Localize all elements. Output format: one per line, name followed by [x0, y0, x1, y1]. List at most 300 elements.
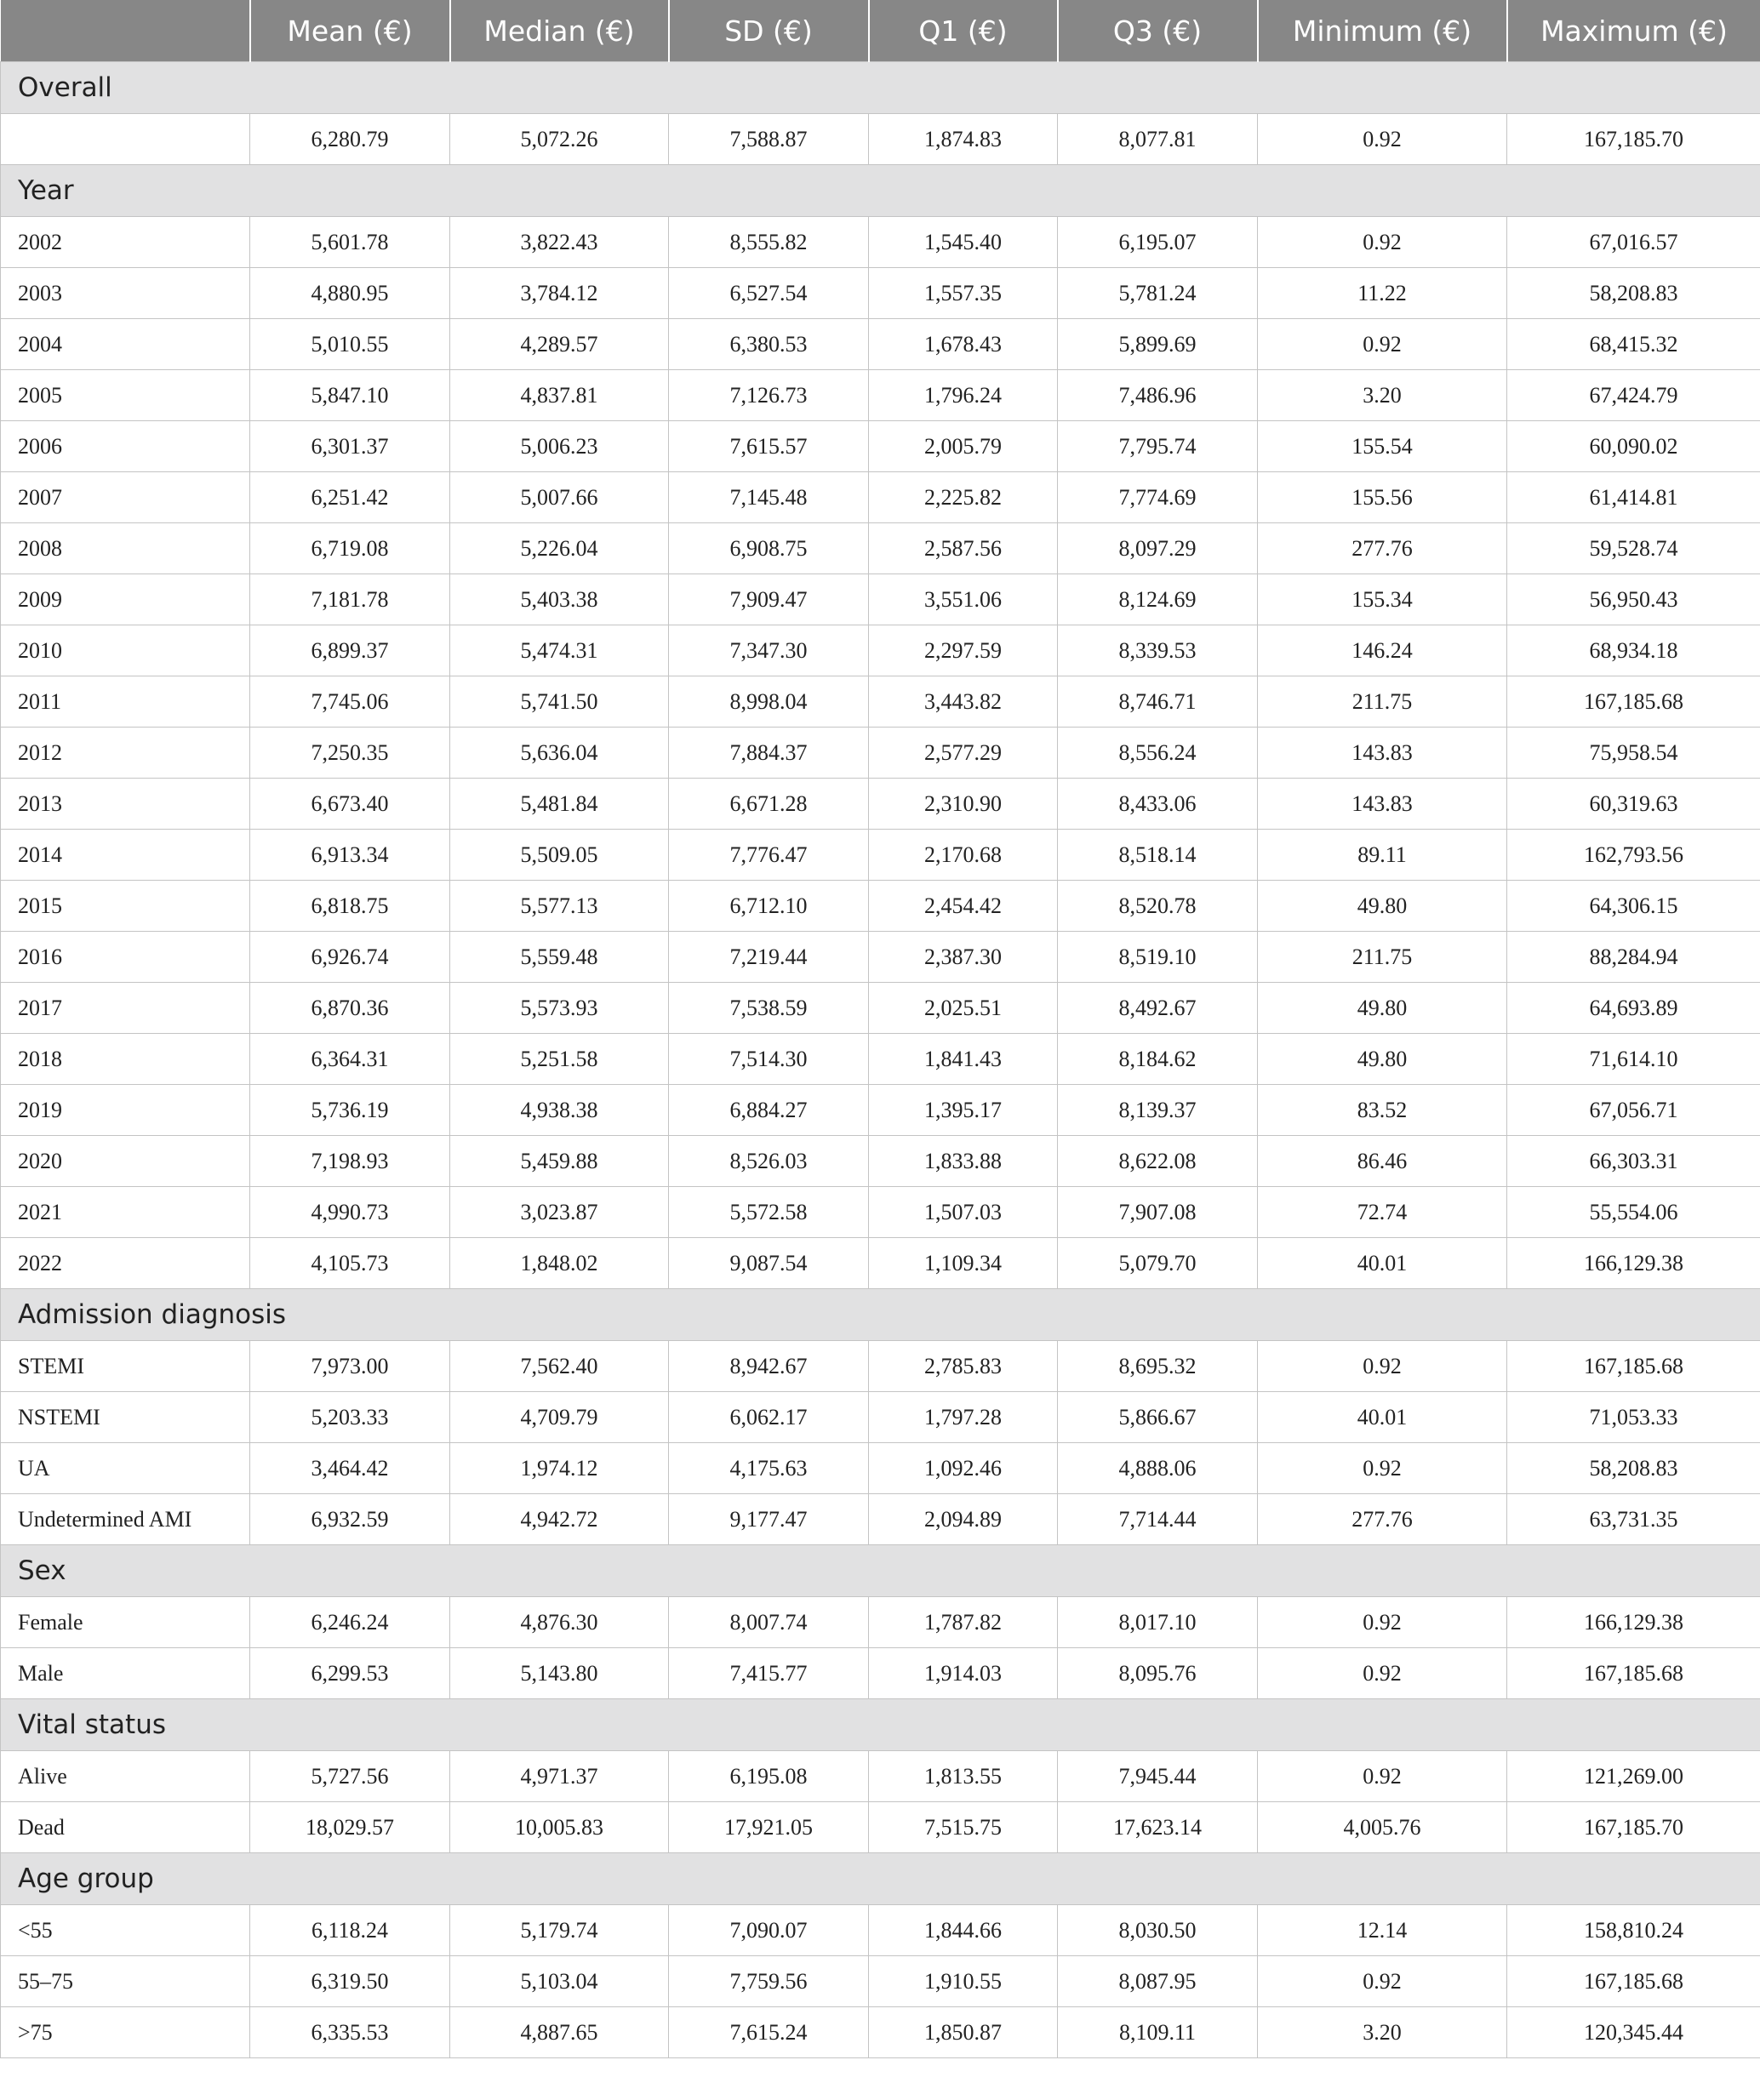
table-cell: 8,339.53 [1058, 625, 1258, 676]
table-cell: 6,673.40 [250, 779, 450, 830]
table-cell: 166,129.38 [1507, 1597, 1760, 1648]
table-cell: 0.92 [1258, 1597, 1507, 1648]
table-cell: 4,938.38 [450, 1085, 669, 1136]
row-label: NSTEMI [1, 1392, 250, 1443]
table-row [1, 1341, 1760, 1392]
table-row [1, 676, 1760, 728]
row-label: Male [1, 1648, 250, 1699]
table-cell: 6,246.24 [250, 1597, 450, 1648]
table-cell: 56,950.43 [1507, 574, 1760, 625]
row-label: 2016 [1, 932, 250, 983]
table-row [1, 319, 1760, 370]
table-cell: 3.20 [1258, 2007, 1507, 2058]
table-row [1, 1392, 1760, 1443]
table-cell: 8,518.14 [1058, 830, 1258, 881]
table-cell: 64,306.15 [1507, 881, 1760, 932]
table-cell: 9,087.54 [669, 1238, 869, 1289]
table-cell: 8,520.78 [1058, 881, 1258, 932]
table-cell: 1,874.83 [869, 114, 1058, 165]
row-label [1, 114, 250, 165]
table-row [1, 1956, 1760, 2007]
row-label: UA [1, 1443, 250, 1494]
table-cell: 5,509.05 [450, 830, 669, 881]
table-cell: 3,551.06 [869, 574, 1058, 625]
table-cell: 67,056.71 [1507, 1085, 1760, 1136]
table-cell: 7,615.24 [669, 2007, 869, 2058]
table-cell: 5,203.33 [250, 1392, 450, 1443]
table-cell: 88,284.94 [1507, 932, 1760, 983]
table-cell: 49.80 [1258, 983, 1507, 1034]
table-cell: 6,719.08 [250, 523, 450, 574]
table-cell: 5,474.31 [450, 625, 669, 676]
row-label: Female [1, 1597, 250, 1648]
table-cell: 8,097.29 [1058, 523, 1258, 574]
table-row [1, 114, 1760, 165]
table-cell: 7,714.44 [1058, 1494, 1258, 1545]
table-cell: 1,797.28 [869, 1392, 1058, 1443]
table-row [1, 1802, 1760, 1853]
table-cell: 8,433.06 [1058, 779, 1258, 830]
table-row [1, 1187, 1760, 1238]
table-cell: 158,810.24 [1507, 1905, 1760, 1956]
table-cell: 6,913.34 [250, 830, 450, 881]
table-row [1, 217, 1760, 268]
row-label: 2010 [1, 625, 250, 676]
table-cell: 1,974.12 [450, 1443, 669, 1494]
table-row [1, 830, 1760, 881]
table-row [1, 1751, 1760, 1802]
table-cell: 6,380.53 [669, 319, 869, 370]
table-cell: 3,784.12 [450, 268, 669, 319]
row-label: 2005 [1, 370, 250, 421]
table-cell: 167,185.68 [1507, 1341, 1760, 1392]
row-label: STEMI [1, 1341, 250, 1392]
table-cell: 12.14 [1258, 1905, 1507, 1956]
table-cell: 3,822.43 [450, 217, 669, 268]
table-cell: 5,459.88 [450, 1136, 669, 1187]
section-title: Year [1, 165, 1760, 217]
table-cell: 7,347.30 [669, 625, 869, 676]
table-cell: 1,813.55 [869, 1751, 1058, 1802]
row-label: Undetermined AMI [1, 1494, 250, 1545]
section-title: Sex [1, 1545, 1760, 1597]
table-cell: 5,481.84 [450, 779, 669, 830]
table-cell: 4,942.72 [450, 1494, 669, 1545]
table-cell: 5,781.24 [1058, 268, 1258, 319]
table-row [1, 1034, 1760, 1085]
table-cell: 2,310.90 [869, 779, 1058, 830]
table-cell: 8,124.69 [1058, 574, 1258, 625]
table-row [1, 1443, 1760, 1494]
table-cell: 8,017.10 [1058, 1597, 1258, 1648]
table-cell: 8,519.10 [1058, 932, 1258, 983]
table-cell: 8,087.95 [1058, 1956, 1258, 2007]
table-cell: 7,562.40 [450, 1341, 669, 1392]
table-cell: 5,727.56 [250, 1751, 450, 1802]
section-header-row [1, 1545, 1760, 1597]
table-cell: 211.75 [1258, 676, 1507, 728]
row-label: 2015 [1, 881, 250, 932]
table-cell: 7,515.75 [869, 1802, 1058, 1853]
table-cell: 8,942.67 [669, 1341, 869, 1392]
table-cell: 4,105.73 [250, 1238, 450, 1289]
table-cell: 7,795.74 [1058, 421, 1258, 472]
table-cell: 6,932.59 [250, 1494, 450, 1545]
table-cell: 6,818.75 [250, 881, 450, 932]
row-label: 2014 [1, 830, 250, 881]
table-cell: 1,844.66 [869, 1905, 1058, 1956]
table-cell: 5,007.66 [450, 472, 669, 523]
table-cell: 167,185.68 [1507, 1648, 1760, 1699]
table-cell: 2,297.59 [869, 625, 1058, 676]
table-row [1, 574, 1760, 625]
table-row [1, 1648, 1760, 1699]
table-row [1, 1085, 1760, 1136]
row-label: 2012 [1, 728, 250, 779]
table-cell: 6,319.50 [250, 1956, 450, 2007]
section-header-row [1, 1289, 1760, 1341]
table-cell: 10,005.83 [450, 1802, 669, 1853]
row-label: 2004 [1, 319, 250, 370]
table-row [1, 779, 1760, 830]
row-label: Dead [1, 1802, 250, 1853]
table-cell: 5,079.70 [1058, 1238, 1258, 1289]
table-cell: 1,914.03 [869, 1648, 1058, 1699]
table-cell: 167,185.70 [1507, 114, 1760, 165]
table-cell: 6,899.37 [250, 625, 450, 676]
table-cell: 83.52 [1258, 1085, 1507, 1136]
table-cell: 6,335.53 [250, 2007, 450, 2058]
row-label: >75 [1, 2007, 250, 2058]
row-label: 2021 [1, 1187, 250, 1238]
label-column-header [1, 0, 250, 62]
table-cell: 64,693.89 [1507, 983, 1760, 1034]
table-cell: 7,774.69 [1058, 472, 1258, 523]
table-cell: 4,990.73 [250, 1187, 450, 1238]
row-label: 2017 [1, 983, 250, 1034]
table-row [1, 1597, 1760, 1648]
table-cell: 0.92 [1258, 1956, 1507, 2007]
table-cell: 6,118.24 [250, 1905, 450, 1956]
table-cell: 6,870.36 [250, 983, 450, 1034]
table-cell: 7,973.00 [250, 1341, 450, 1392]
table-cell: 155.34 [1258, 574, 1507, 625]
table-row [1, 421, 1760, 472]
table-cell: 211.75 [1258, 932, 1507, 983]
table-cell: 2,025.51 [869, 983, 1058, 1034]
table-cell: 7,745.06 [250, 676, 450, 728]
table-cell: 7,486.96 [1058, 370, 1258, 421]
table-cell: 7,126.73 [669, 370, 869, 421]
table-cell: 2,577.29 [869, 728, 1058, 779]
table-cell: 1,850.87 [869, 2007, 1058, 2058]
table-cell: 5,736.19 [250, 1085, 450, 1136]
table-cell: 5,179.74 [450, 1905, 669, 1956]
table-cell: 121,269.00 [1507, 1751, 1760, 1802]
table-cell: 5,601.78 [250, 217, 450, 268]
table-cell: 146.24 [1258, 625, 1507, 676]
row-label: 2022 [1, 1238, 250, 1289]
table-cell: 6,195.08 [669, 1751, 869, 1802]
table-cell: 5,559.48 [450, 932, 669, 983]
row-label: 2020 [1, 1136, 250, 1187]
table-cell: 11.22 [1258, 268, 1507, 319]
table-cell: 7,250.35 [250, 728, 450, 779]
table-cell: 8,695.32 [1058, 1341, 1258, 1392]
table-cell: 1,557.35 [869, 268, 1058, 319]
table-cell: 167,185.68 [1507, 1956, 1760, 2007]
table-cell: 7,909.47 [669, 574, 869, 625]
table-cell: 277.76 [1258, 1494, 1507, 1545]
row-label: 2008 [1, 523, 250, 574]
table-row [1, 932, 1760, 983]
table-cell: 8,622.08 [1058, 1136, 1258, 1187]
table-cell: 68,934.18 [1507, 625, 1760, 676]
table-cell: 1,787.82 [869, 1597, 1058, 1648]
row-label: 2018 [1, 1034, 250, 1085]
table-row [1, 728, 1760, 779]
table-cell: 59,528.74 [1507, 523, 1760, 574]
table-cell: 155.54 [1258, 421, 1507, 472]
table-cell: 5,010.55 [250, 319, 450, 370]
row-label: 2019 [1, 1085, 250, 1136]
table-cell: 72.74 [1258, 1187, 1507, 1238]
table-cell: 167,185.68 [1507, 676, 1760, 728]
table-cell: 60,090.02 [1507, 421, 1760, 472]
table-cell: 162,793.56 [1507, 830, 1760, 881]
table-cell: 5,741.50 [450, 676, 669, 728]
table-cell: 6,926.74 [250, 932, 450, 983]
minimum-column-header: Minimum (€) [1258, 0, 1507, 62]
table-cell: 4,289.57 [450, 319, 669, 370]
table-cell: 6,251.42 [250, 472, 450, 523]
table-cell: 1,796.24 [869, 370, 1058, 421]
table-cell: 40.01 [1258, 1238, 1507, 1289]
table-cell: 7,615.57 [669, 421, 869, 472]
table-cell: 63,731.35 [1507, 1494, 1760, 1545]
table-cell: 4,880.95 [250, 268, 450, 319]
table-cell: 2,387.30 [869, 932, 1058, 983]
table-cell: 6,908.75 [669, 523, 869, 574]
section-header-row [1, 165, 1760, 217]
table-cell: 5,226.04 [450, 523, 669, 574]
table-cell: 6,884.27 [669, 1085, 869, 1136]
table-cell: 3.20 [1258, 370, 1507, 421]
table-cell: 67,016.57 [1507, 217, 1760, 268]
row-label: 2006 [1, 421, 250, 472]
table-cell: 6,195.07 [1058, 217, 1258, 268]
table-cell: 5,573.93 [450, 983, 669, 1034]
table-cell: 5,572.58 [669, 1187, 869, 1238]
table-cell: 5,899.69 [1058, 319, 1258, 370]
table-cell: 8,007.74 [669, 1597, 869, 1648]
section-header-row [1, 1699, 1760, 1751]
table-cell: 8,109.11 [1058, 2007, 1258, 2058]
table-cell: 166,129.38 [1507, 1238, 1760, 1289]
table-cell: 6,712.10 [669, 881, 869, 932]
table-cell: 8,492.67 [1058, 983, 1258, 1034]
q1-column-header: Q1 (€) [869, 0, 1058, 62]
median-column-header: Median (€) [450, 0, 669, 62]
table-cell: 0.92 [1258, 1648, 1507, 1699]
section-header-row [1, 62, 1760, 114]
table-cell: 86.46 [1258, 1136, 1507, 1187]
table-row [1, 2007, 1760, 2058]
table-cell: 6,671.28 [669, 779, 869, 830]
table-cell: 1,507.03 [869, 1187, 1058, 1238]
row-label: 2013 [1, 779, 250, 830]
table-row [1, 370, 1760, 421]
table-cell: 60,319.63 [1507, 779, 1760, 830]
table-row [1, 523, 1760, 574]
table-cell: 7,588.87 [669, 114, 869, 165]
table-cell: 4,888.06 [1058, 1443, 1258, 1494]
table-cell: 49.80 [1258, 881, 1507, 932]
table-cell: 2,454.42 [869, 881, 1058, 932]
table-cell: 17,921.05 [669, 1802, 869, 1853]
mean-column-header: Mean (€) [250, 0, 450, 62]
table-cell: 6,301.37 [250, 421, 450, 472]
table-cell: 120,345.44 [1507, 2007, 1760, 2058]
section-title: Age group [1, 1853, 1760, 1905]
table-cell: 4,971.37 [450, 1751, 669, 1802]
table-cell: 2,785.83 [869, 1341, 1058, 1392]
table-cell: 40.01 [1258, 1392, 1507, 1443]
table-cell: 7,145.48 [669, 472, 869, 523]
table-body [1, 62, 1760, 2058]
table-cell: 4,887.65 [450, 2007, 669, 2058]
table-cell: 68,415.32 [1507, 319, 1760, 370]
q3-column-header: Q3 (€) [1058, 0, 1258, 62]
table-cell: 0.92 [1258, 1341, 1507, 1392]
section-header-row [1, 1853, 1760, 1905]
table-cell: 5,866.67 [1058, 1392, 1258, 1443]
table-cell: 1,833.88 [869, 1136, 1058, 1187]
table-cell: 1,395.17 [869, 1085, 1058, 1136]
table-cell: 1,545.40 [869, 217, 1058, 268]
table-cell: 89.11 [1258, 830, 1507, 881]
table-cell: 0.92 [1258, 1751, 1507, 1802]
row-label: 2009 [1, 574, 250, 625]
table-cell: 17,623.14 [1058, 1802, 1258, 1853]
table-cell: 4,876.30 [450, 1597, 669, 1648]
table-cell: 7,219.44 [669, 932, 869, 983]
table-cell: 2,225.82 [869, 472, 1058, 523]
table-cell: 7,907.08 [1058, 1187, 1258, 1238]
table-cell: 8,077.81 [1058, 114, 1258, 165]
table-cell: 8,998.04 [669, 676, 869, 728]
table-cell: 5,143.80 [450, 1648, 669, 1699]
table-cell: 8,526.03 [669, 1136, 869, 1187]
table-row [1, 1238, 1760, 1289]
table-cell: 7,181.78 [250, 574, 450, 625]
sd-column-header: SD (€) [669, 0, 869, 62]
table-cell: 2,094.89 [869, 1494, 1058, 1545]
table-cell: 5,103.04 [450, 1956, 669, 2007]
table-cell: 6,299.53 [250, 1648, 450, 1699]
table-cell: 4,175.63 [669, 1443, 869, 1494]
table-cell: 6,527.54 [669, 268, 869, 319]
table-cell: 6,280.79 [250, 114, 450, 165]
table-cell: 8,095.76 [1058, 1648, 1258, 1699]
section-title: Vital status [1, 1699, 1760, 1751]
table-row [1, 1905, 1760, 1956]
table-row [1, 1494, 1760, 1545]
table-row [1, 1136, 1760, 1187]
table-cell: 5,403.38 [450, 574, 669, 625]
table-cell: 67,424.79 [1507, 370, 1760, 421]
row-label: 2007 [1, 472, 250, 523]
row-label: Alive [1, 1751, 250, 1802]
table-cell: 55,554.06 [1507, 1187, 1760, 1238]
table-cell: 3,464.42 [250, 1443, 450, 1494]
table-cell: 1,678.43 [869, 319, 1058, 370]
table-cell: 5,072.26 [450, 114, 669, 165]
table-cell: 6,364.31 [250, 1034, 450, 1085]
table-cell: 277.76 [1258, 523, 1507, 574]
table-cell: 8,746.71 [1058, 676, 1258, 728]
table-header-row [1, 0, 1760, 62]
table-cell: 1,841.43 [869, 1034, 1058, 1085]
table-cell: 4,837.81 [450, 370, 669, 421]
table-cell: 143.83 [1258, 779, 1507, 830]
row-label: 2011 [1, 676, 250, 728]
table-cell: 0.92 [1258, 217, 1507, 268]
table-row [1, 268, 1760, 319]
table-cell: 0.92 [1258, 114, 1507, 165]
table-row [1, 983, 1760, 1034]
table-cell: 4,005.76 [1258, 1802, 1507, 1853]
table-cell: 7,090.07 [669, 1905, 869, 1956]
table-cell: 8,555.82 [669, 217, 869, 268]
table-cell: 8,184.62 [1058, 1034, 1258, 1085]
table-cell: 2,005.79 [869, 421, 1058, 472]
table-cell: 1,092.46 [869, 1443, 1058, 1494]
table-cell: 7,514.30 [669, 1034, 869, 1085]
row-label: 2002 [1, 217, 250, 268]
table-cell: 8,139.37 [1058, 1085, 1258, 1136]
table-cell: 58,208.83 [1507, 1443, 1760, 1494]
table-cell: 5,006.23 [450, 421, 669, 472]
section-title: Admission diagnosis [1, 1289, 1760, 1341]
table-cell: 8,030.50 [1058, 1905, 1258, 1956]
table-cell: 7,945.44 [1058, 1751, 1258, 1802]
table-cell: 2,170.68 [869, 830, 1058, 881]
row-label: 2003 [1, 268, 250, 319]
row-label: 55–75 [1, 1956, 250, 2007]
table-cell: 8,556.24 [1058, 728, 1258, 779]
maximum-column-header: Maximum (€) [1507, 0, 1760, 62]
table-cell: 71,614.10 [1507, 1034, 1760, 1085]
table-cell: 75,958.54 [1507, 728, 1760, 779]
table-cell: 5,577.13 [450, 881, 669, 932]
table-cell: 7,198.93 [250, 1136, 450, 1187]
table-cell: 7,415.77 [669, 1648, 869, 1699]
table-cell: 143.83 [1258, 728, 1507, 779]
table-cell: 5,636.04 [450, 728, 669, 779]
table-cell: 7,884.37 [669, 728, 869, 779]
table-cell: 1,848.02 [450, 1238, 669, 1289]
table-cell: 18,029.57 [250, 1802, 450, 1853]
table-row [1, 472, 1760, 523]
section-title: Overall [1, 62, 1760, 114]
table-cell: 5,251.58 [450, 1034, 669, 1085]
row-label: <55 [1, 1905, 250, 1956]
table-row [1, 881, 1760, 932]
table-cell: 7,759.56 [669, 1956, 869, 2007]
table-cell: 0.92 [1258, 1443, 1507, 1494]
table-row [1, 625, 1760, 676]
